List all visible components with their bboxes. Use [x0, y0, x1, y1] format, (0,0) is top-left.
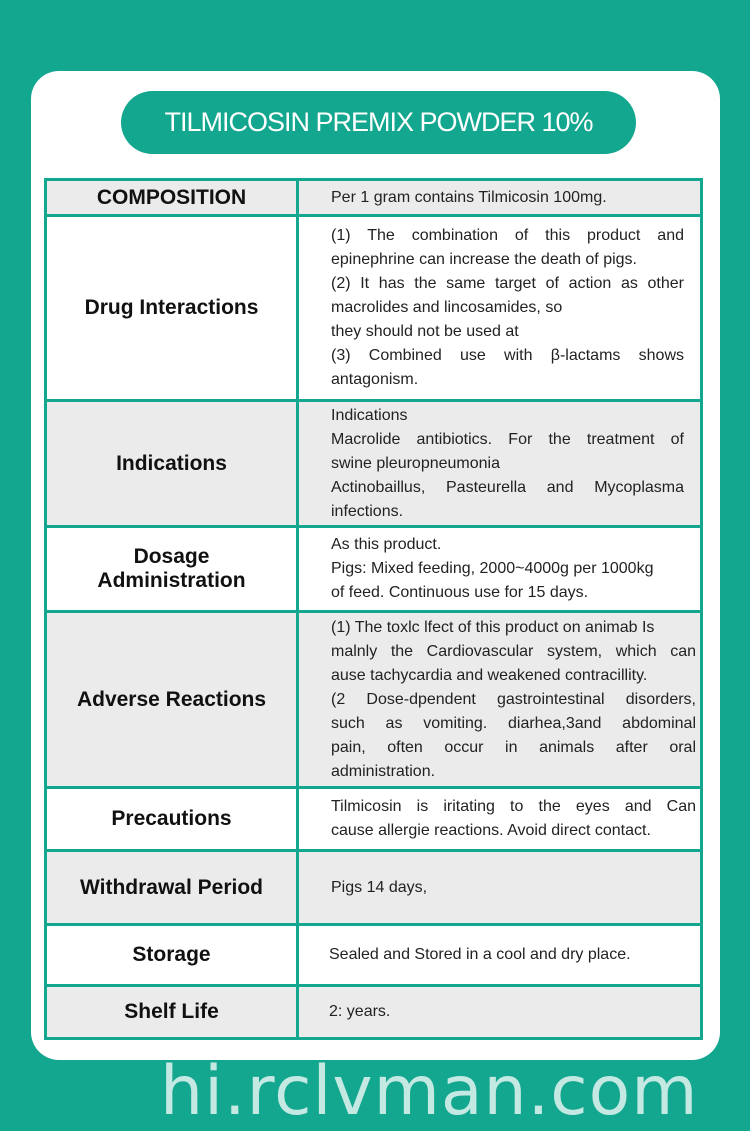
- product-title: TILMICOSIN PREMIX POWDER 10%: [121, 91, 636, 154]
- row-label: Precautions: [47, 789, 299, 849]
- value-line: Actinobaillus, Pasteurella and Mycoplasma: [331, 478, 684, 496]
- row-value: [299, 217, 700, 399]
- value-line: (2 Dose-dpendent gastrointestinal disorders,: [331, 690, 696, 708]
- value-line: swine pleuropneumonia: [331, 454, 500, 472]
- value-line: cause allergie reactions. Avoid direct contact.: [331, 822, 651, 839]
- label-line: Administration: [97, 569, 246, 592]
- value-line: such as vomiting. diarhea,3and abdominal: [331, 714, 696, 732]
- row-value: [299, 181, 700, 214]
- row-dosage-administration: [47, 528, 700, 613]
- value-line: pain, often occur in animals after oral: [331, 738, 696, 756]
- value-line: As this product.: [331, 536, 442, 553]
- row-label: Drug Interactions: [47, 217, 299, 399]
- row-value: [299, 926, 700, 984]
- row-withdrawal-period: [47, 852, 700, 926]
- row-label: Withdrawal Period: [47, 852, 299, 923]
- row-value: [299, 987, 700, 1037]
- row-value: [299, 528, 700, 610]
- value-line: Pigs 14 days,: [331, 878, 428, 896]
- value-line: macrolides and lincosamides, so: [331, 299, 563, 316]
- row-adverse-reactions: [47, 613, 700, 789]
- row-shelf-life: [47, 987, 700, 1037]
- row-drug-interactions: [47, 217, 700, 402]
- row-indications: [47, 402, 700, 528]
- value-line: ause tachycardia and weakened contracillity.: [331, 666, 648, 684]
- value-line: Indications: [331, 406, 408, 424]
- value-line: Sealed and Stored in a cool and dry place.: [329, 946, 631, 963]
- row-value: [299, 402, 700, 525]
- value-line: (3) Combined use with β-lactams shows: [331, 347, 684, 364]
- watermark-text: hi.rclvman.com: [160, 1052, 699, 1131]
- row-precautions: [47, 789, 700, 852]
- value-line: epinephrine can increase the death of pigs.: [331, 251, 637, 268]
- specification-table: [44, 178, 703, 1040]
- row-label: Storage: [47, 926, 299, 984]
- value-line: infections.: [331, 502, 404, 520]
- row-composition: [47, 181, 700, 217]
- value-line: (1) The combination of this product and: [331, 227, 684, 244]
- value-line: Pigs: Mixed feeding, 2000~4000g per 1000kg: [331, 560, 654, 577]
- value-line: (2) It has the same target of action as other: [331, 275, 684, 292]
- row-label: Shelf Life: [47, 987, 299, 1037]
- row-label: [47, 528, 299, 610]
- value-line: 2: years.: [329, 1003, 391, 1020]
- value-line: antagonism.: [331, 371, 419, 388]
- value-line: of feed. Continuous use for 15 days.: [331, 584, 589, 601]
- value-line: malnly the Cardiovascular system, which can: [331, 642, 696, 660]
- value-line: administration.: [331, 762, 436, 780]
- value-line: Tilmicosin is iritating to the eyes and Can: [331, 798, 696, 815]
- row-value: [299, 789, 700, 849]
- value-line: (1) The toxlc lfect of this product on animab Is: [331, 618, 655, 636]
- row-label: Adverse Reactions: [47, 613, 299, 786]
- value-line: they should not be used at: [331, 323, 519, 340]
- value-line: Macrolide antibiotics. For the treatment of: [331, 430, 684, 448]
- row-storage: [47, 926, 700, 987]
- label-line: Dosage: [133, 545, 210, 568]
- row-value: [299, 613, 700, 786]
- row-value: [299, 852, 700, 923]
- row-label: COMPOSITION: [47, 181, 299, 214]
- row-label: Indications: [47, 402, 299, 525]
- value-line: Per 1 gram contains Tilmicosin 100mg.: [331, 188, 607, 206]
